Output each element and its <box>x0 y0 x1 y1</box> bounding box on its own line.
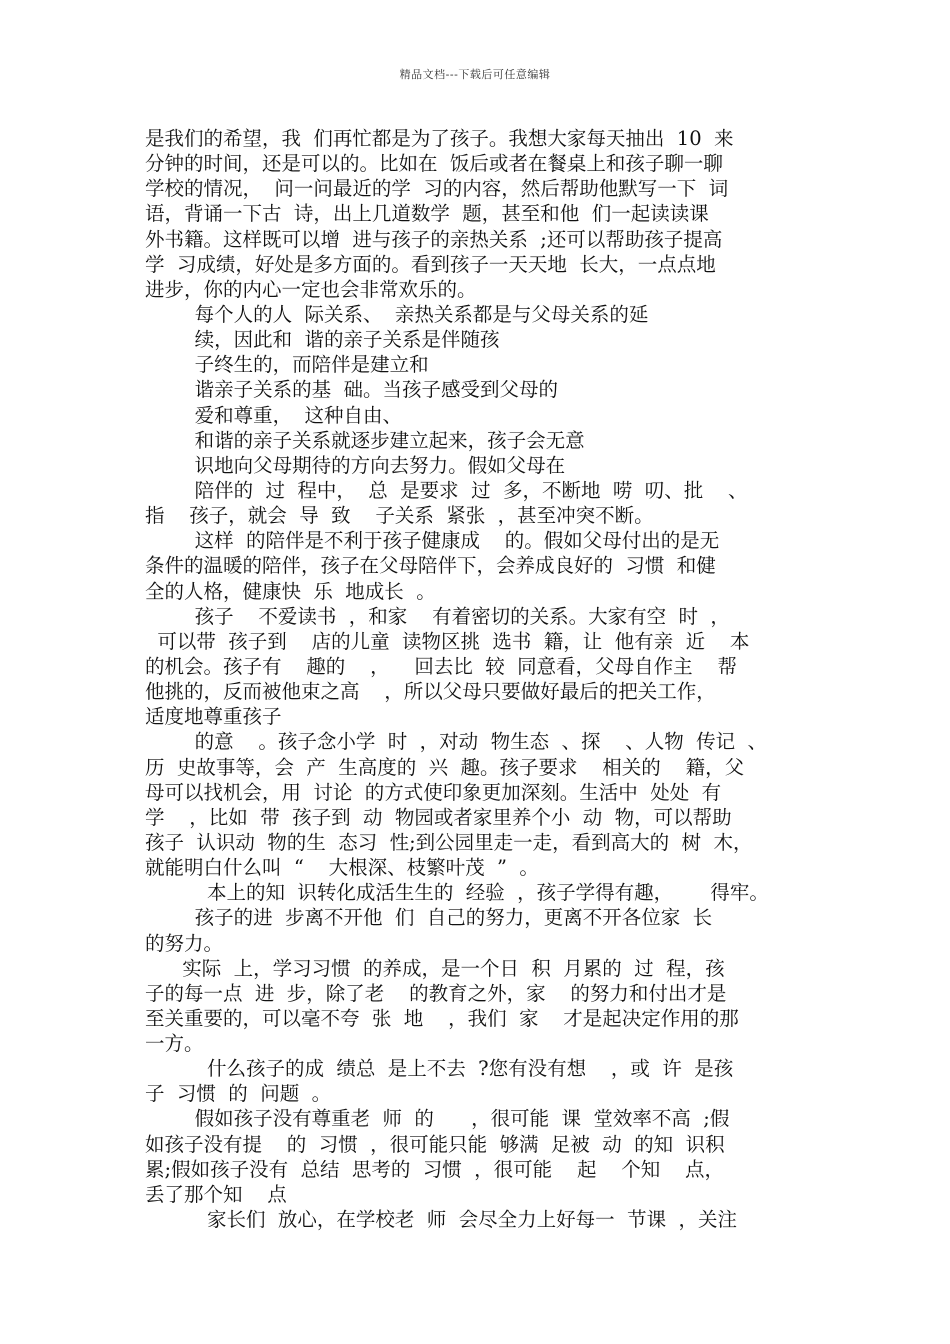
text-line: 子终生的，而陪伴是建立和 <box>145 353 429 377</box>
text-line: 实际 上，学习习惯 的养成，是一个日 积 月累的 过 程，孩 <box>145 956 725 980</box>
text-line: 什么孩子的成 绩总 是上不去 ?您有没有想 ，或 许 是孩 <box>145 1057 734 1081</box>
text-line: 外书籍。这样既可以增 进与孩子的亲热关系 ;还可以帮助孩子提高 <box>145 227 723 251</box>
text-line: 全的人格，健康快 乐 地成长 。 <box>145 579 436 603</box>
text-line: 子的每一点 进 步，除了老 的教育之外，家 的努力和付出才是 <box>145 981 727 1005</box>
text-line: 条件的温暖的陪伴，孩子在父母陪伴下，会养成良好的 习惯 和健 <box>145 554 716 578</box>
text-line: 的努力。 <box>145 931 224 955</box>
text-line: 续，因此和 谐的亲子关系是伴随孩 <box>145 328 500 352</box>
text-line: 是我们的希望，我 们再忙都是为了孩子。我想大家每天抽出 10 来 <box>145 127 734 150</box>
text-line: 孩子的进 步离不开他 们 自己的努力，更离不开各位家 长 <box>145 906 713 930</box>
text-line: 识地向父母期待的方向去努力。假如父母在 <box>145 453 566 477</box>
text-line: 他挑的，反而被他束之高 ，所以父母只要做好最后的把关工作， <box>145 680 716 704</box>
text-line: 至关重要的，可以毫不夸 张 地 ，我们 家 才是起决定作用的那 <box>145 1006 739 1030</box>
text-line: 进步，你的内心一定也会非常欢乐的。 <box>145 277 477 301</box>
text-line: 丢了那个知 点 <box>145 1182 287 1206</box>
text-line: 分钟的时间，还是可以的。比如在 饭后或者在餐桌上和孩子聊一聊 <box>145 152 723 176</box>
text-line: 陪伴的 过 程中， 总 是要求 过 多，不断地 唠 叨、批 、 <box>145 478 748 502</box>
text-line: 母可以找机会，用 讨论 的方式使印象更加深刻。生活中 处处 有 <box>145 780 722 804</box>
text-line: 这样 的陪伴是不利于孩子健康成 的。假如父母付出的是无 <box>145 529 720 553</box>
text-line: 历 史故事等，会 产 生高度的 兴 趣。孩子要求 相关的 籍，父 <box>145 755 745 779</box>
text-line: 如孩子没有提 的 习惯 ，很可能只能 够满 足被 动 的知 识积 <box>145 1132 725 1156</box>
text-line: 谐亲子关系的基 础。当孩子感受到父母的 <box>145 378 558 402</box>
text-line: 学校的情况， 问一问最近的学 习的内容，然后帮助他默写一下 词 <box>145 177 729 201</box>
page-header: 精品文档---下载后可任意编辑 <box>399 68 551 81</box>
text-line: 学 习成绩，好处是多方面的。看到孩子一天天地 长大，一点点地 <box>145 252 716 276</box>
text-line: 累;假如孩子没有 总结 思考的 习惯 ，很可能 起 个知 点， <box>145 1157 725 1181</box>
text-line: 孩子 认识动 物的生 态习 性;到公园里走一走，看到高大的 树 木， <box>145 830 753 854</box>
text-line: 子 习惯 的 问题 。 <box>145 1082 332 1106</box>
text-line: 假如孩子没有尊重老 师 的 ，很可能 课 堂效率不高 ;假 <box>145 1107 730 1131</box>
text-line: 和谐的亲子关系就逐步建立起来，孩子会无意 <box>145 428 585 452</box>
text-line: 学 ，比如 带 孩子到 动 物园或者家里养个小 动 物，可以帮助 <box>145 805 732 829</box>
text-line: 的机会。孩子有 趣的 ， 回去比 较 同意看，父母自作主 帮 <box>145 654 737 678</box>
text-line: 本上的知 识转化成活生生的 经验 ，孩子学得有趣， 得牢。 <box>145 881 769 905</box>
text-line: 适度地尊重孩子 <box>145 705 282 729</box>
text-line: 一方。 <box>145 1032 204 1056</box>
text-line: 的意 。孩子念小学 时 ，对动 物生态 、探 、人物 传记 、 <box>145 730 768 754</box>
text-line: 语，背诵一下古 诗，出上几道数学 题，甚至和他 们一起读读课 <box>145 202 709 226</box>
text-line: 孩子 不爱读书 ，和家 有着密切的关系。大家有空 时 ， <box>145 604 730 628</box>
text-line: 可以带 孩子到 店的儿童 读物区挑 选书 籍，让 他有亲 近 本 <box>145 629 750 653</box>
document-body <box>145 126 815 1232</box>
text-line: 每个人的人 际关系、 亲热关系都是与父母关系的延 <box>145 302 649 326</box>
text-line: 就能明白什么叫 “ 大根深、枝繁叶茂 ” 。 <box>145 856 539 880</box>
text-line: 爱和尊重， 这种自由、 <box>145 403 402 427</box>
text-line: 家长们 放心，在学校老 师 会尽全力上好每一 节课 ，关注 <box>145 1208 737 1232</box>
text-line: 指 孩子，就会 导 致 子关系 紧张 ，甚至冲突不断。 <box>145 504 654 528</box>
